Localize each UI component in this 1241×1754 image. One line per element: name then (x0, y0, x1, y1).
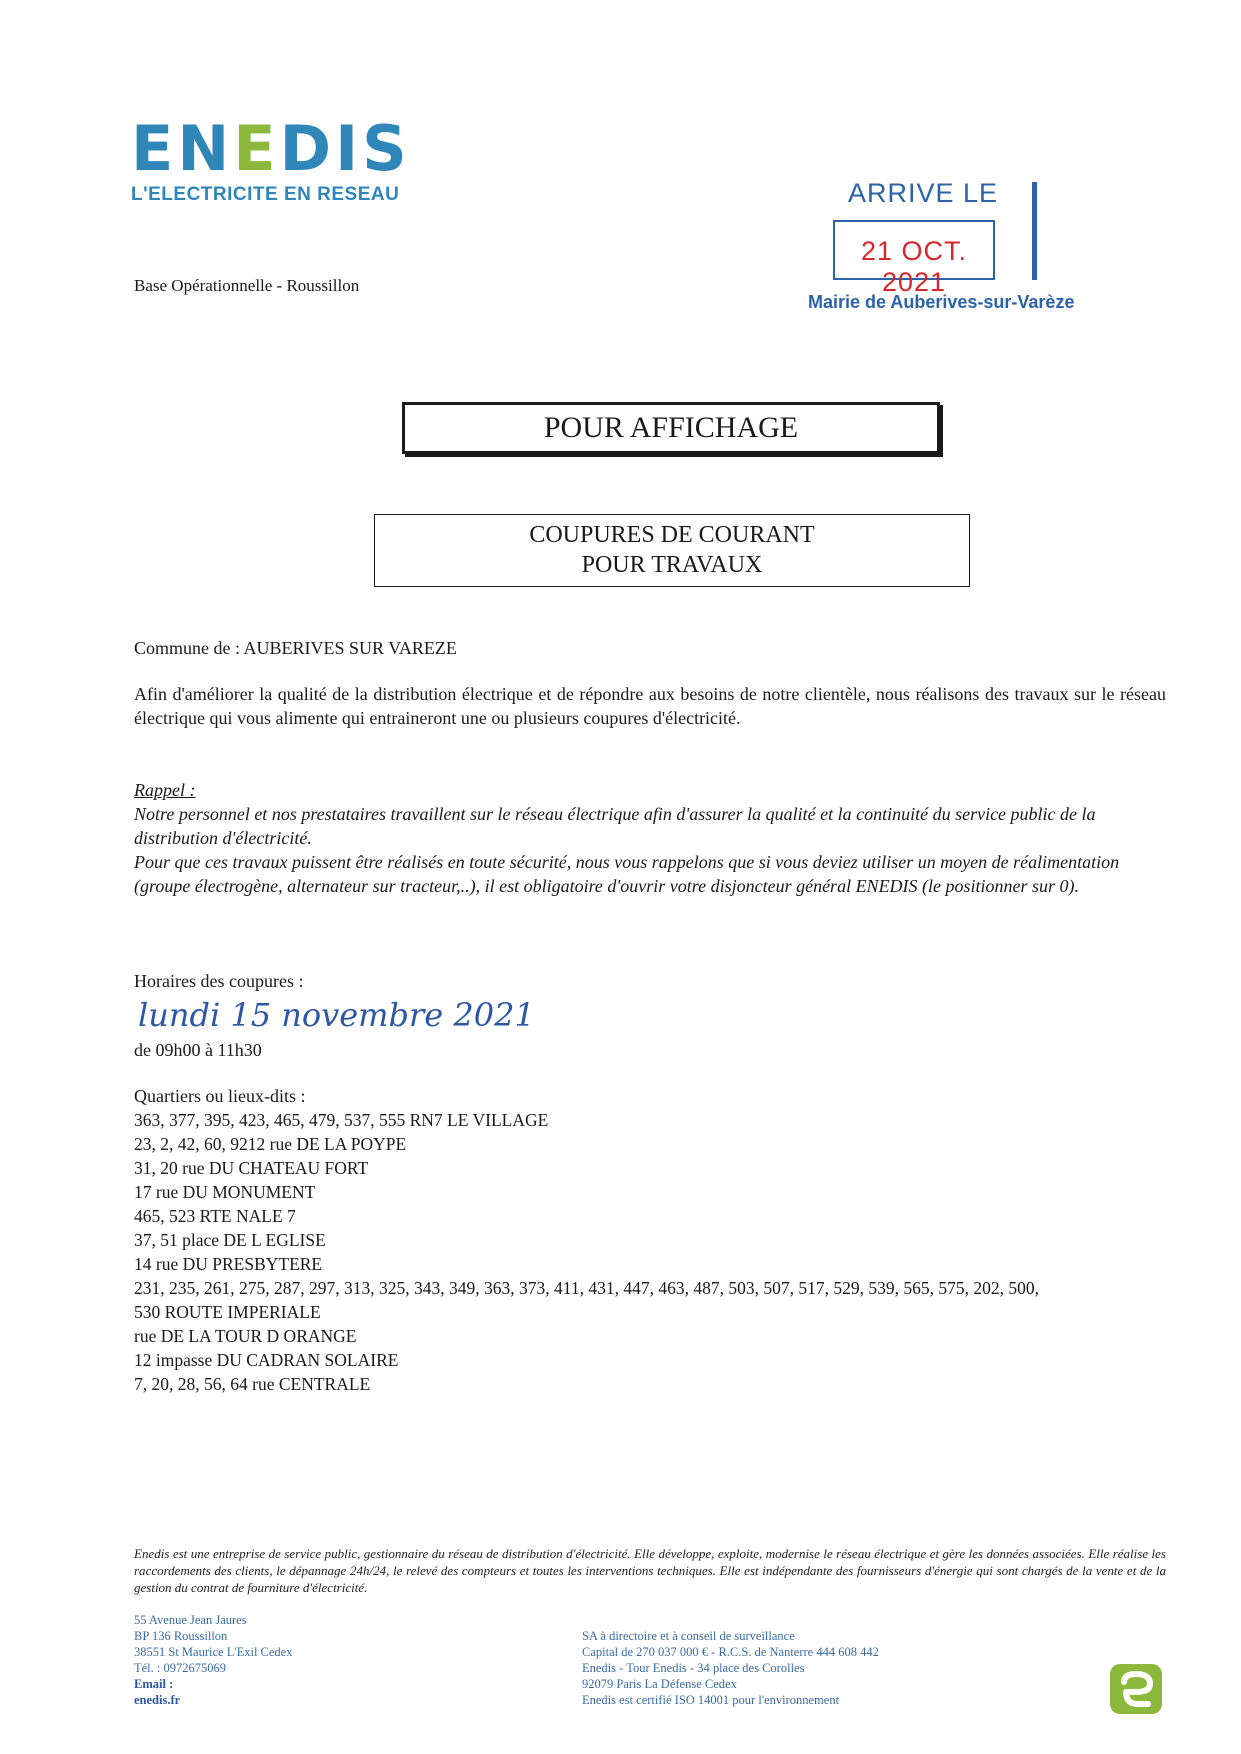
rappel-paragraph-2: Pour que ces travaux puissent être réalisés en toute sécurité, nous vous rappelons que si vous deviez utiliser un moyen de réalimentation (groupe électrogène, alternateur sur tracteur,..), il est obligatoire d'ouvrir votre disjoncteur général ENEDIS (le positionner sur 0). (134, 852, 1120, 896)
schedule-label: Horaires des coupures : (134, 971, 304, 991)
enedis-mark-icon (1108, 1662, 1164, 1716)
footer-company-line: Capital de 270 037 000 € - R.C.S. de Nanterre 444 608 442 (582, 1645, 879, 1659)
stamp-bar (1032, 182, 1037, 280)
logo-wordmark: ENEDIS (131, 112, 411, 185)
list-item: 12 impasse DU CADRAN SOLAIRE (134, 1350, 399, 1370)
address-list (134, 1108, 1174, 1396)
notice-title: POUR AFFICHAGE (402, 402, 940, 454)
list-item: 23, 2, 42, 60, 9212 rue DE LA POYPE (134, 1134, 407, 1154)
stamp-heading: ARRIVE LE (848, 178, 999, 208)
list-item: 363, 377, 395, 423, 465, 479, 537, 555 RN7 LE VILLAGE (134, 1110, 549, 1130)
quartiers-label: Quartiers ou lieux-dits : (134, 1086, 306, 1106)
commune: Commune de : AUBERIVES SUR VAREZE (134, 638, 457, 658)
notice-subtitle (374, 514, 970, 587)
footer-company (582, 1628, 879, 1708)
footer-company-line: SA à directoire et à conseil de surveillance (582, 1629, 795, 1643)
list-item: 14 rue DU PRESBYTERE (134, 1254, 323, 1274)
footer-company-line: Enedis - Tour Enedis - 34 place des Corolles (582, 1661, 805, 1675)
list-item: 37, 51 place DE L EGLISE (134, 1230, 326, 1250)
list-item: 17 rue DU MONUMENT (134, 1182, 316, 1202)
intro-paragraph: Afin d'améliorer la qualité de la distribution électrique et de répondre aux besoins de notre clientèle, nous réalisons des travaux sur le réseau électrique qui vous alimente qui entraineront une ou plusieurs coupures d'électricité. (134, 684, 1166, 728)
footer-company-line: 92079 Paris La Défense Cedex (582, 1677, 737, 1691)
footer-address-line: 55 Avenue Jean Jaures (134, 1613, 247, 1627)
base-operationnelle: Base Opérationnelle - Roussillon (134, 276, 360, 295)
subtitle-line-2: POUR TRAVAUX (581, 552, 763, 578)
stamp-date: 21 OCT. 2021 (860, 236, 968, 297)
stamp-place: Mairie de Auberives-sur-Varèze (808, 292, 1075, 312)
rappel-heading: Rappel : (134, 780, 196, 800)
footer-address-line: Tél. : 0972675069 (134, 1661, 227, 1675)
handwritten-date: lundi 15 novembre 2021 (138, 996, 535, 1034)
list-item: 231, 235, 261, 275, 287, 297, 313, 325, 343, 349, 363, 373, 411, 431, 447, 463, 487, 503, 507, 517, 529, 539, 565, 575, 202, 500, (134, 1278, 1039, 1298)
footer-address-line: BP 136 Roussillon (134, 1629, 228, 1643)
footer-address-line: 38551 St Maurice L'Exil Cedex (134, 1645, 293, 1659)
enedis-logo (131, 112, 411, 206)
footer-address-line: Email : (134, 1677, 174, 1691)
schedule-time: de 09h00 à 11h30 (134, 1040, 262, 1060)
list-item: 530 ROUTE IMPERIALE (134, 1302, 321, 1322)
list-item: rue DE LA TOUR D ORANGE (134, 1326, 357, 1346)
stamp-date-box (833, 220, 995, 297)
list-item: 465, 523 RTE NALE 7 (134, 1206, 296, 1226)
footer-address (134, 1612, 292, 1708)
list-item: 31, 20 rue DU CHATEAU FORT (134, 1158, 369, 1178)
footer-website-link[interactable]: enedis.fr (134, 1693, 181, 1707)
legal-notice: Enedis est une entreprise de service public, gestionnaire du réseau de distribution d'électricité. Elle développe, exploite, modernise le réseau électrique et gère les données associées. Elle réalise les raccordements des clients, le dépannage 24h/24, le relevé des compteurs et toutes les interventions techniques. Elle est indépendante des fournisseurs d'énergie qui sont chargés de la vente et de la gestion du contrat de fourniture d'électricité. (134, 1546, 1166, 1595)
footer-company-line: Enedis est certifié ISO 14001 pour l'environnement (582, 1693, 840, 1707)
list-item: 7, 20, 28, 56, 64 rue CENTRALE (134, 1374, 371, 1394)
logo-tagline: L'ELECTRICITE EN RESEAU (131, 184, 400, 205)
rappel-section (134, 778, 1166, 898)
subtitle-line-1: COUPURES DE COURANT (529, 522, 815, 548)
rappel-paragraph-1: Notre personnel et nos prestataires travaillent sur le réseau électrique afin d'assurer la qualité et la continuité du service public de la distribution d'électricité. (134, 804, 1096, 848)
received-stamp (808, 178, 1075, 318)
